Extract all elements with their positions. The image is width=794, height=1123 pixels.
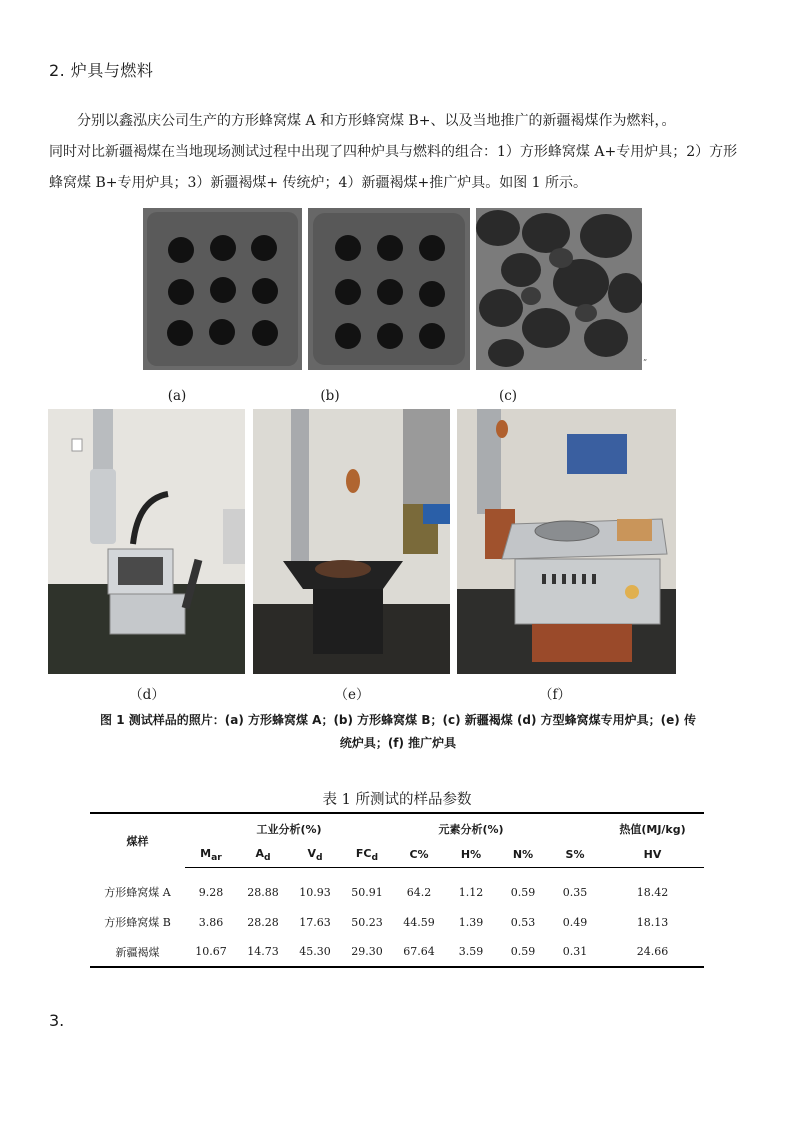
label-e: （e）	[334, 687, 370, 703]
cell-ad: 28.88	[247, 885, 279, 899]
cell-hv: 18.13	[636, 915, 669, 929]
cell-ad: 28.28	[247, 915, 279, 929]
sub-header-h: H%	[445, 843, 497, 867]
cell-s: 0.31	[549, 937, 601, 967]
cell-s: 0.49	[562, 915, 588, 929]
section-heading: 2. 炉具与燃料	[49, 61, 154, 80]
paragraph-continuation: 同时对比新疆褐煤在当地现场测试过程中出现了四种炉具与燃料的组合：1）方形蜂窝煤 A+专用炉具；2）方形蜂窝煤 B+专用炉具；3）新疆褐煤+ 传统炉；4）新疆褐煤+推广炉具。如图 1 所示。	[49, 144, 738, 191]
photo-stove-e	[253, 409, 450, 674]
sub-header-ad: $A_d$	[237, 843, 289, 867]
row-name: 新疆褐煤	[90, 937, 185, 967]
photo-briquette-a	[143, 208, 302, 370]
sub-header-s: S%	[549, 843, 601, 867]
cell-mar: 10.67	[185, 937, 237, 967]
row-name: 方形蜂窝煤 B	[104, 916, 171, 929]
label-a: (a)	[167, 388, 187, 404]
row-name: 方形蜂窝煤 A	[104, 886, 171, 899]
sub-header-vd: $V_d$	[289, 843, 341, 867]
cell-c: 44.59	[403, 915, 435, 929]
col-sample-header: 煤样	[90, 813, 185, 867]
paragraph-line-1: 分别以鑫泓庆公司生产的方形蜂窝煤 A 和方形蜂窝煤 B+、以及当地推广的新疆褐煤作为燃料，。	[77, 113, 676, 129]
cell-vd: 17.63	[299, 915, 331, 929]
label-b: (b)	[320, 388, 340, 404]
cell-n: 0.59	[497, 937, 549, 967]
cell-h: 3.59	[445, 937, 497, 967]
photo-lignite	[476, 208, 642, 370]
label-c: (c)	[498, 388, 518, 404]
sub-header-fcd: $FC_d$	[341, 843, 393, 867]
figure-caption-line-2: 统炉具；(f) 推广炉具	[339, 736, 457, 750]
cell-h: 1.12	[458, 885, 484, 899]
table-title: 表 1 所测试的样品参数	[322, 792, 472, 808]
cell-n: 0.59	[510, 885, 536, 899]
cell-hv: 18.42	[636, 885, 669, 899]
cell-mar: 3.86	[198, 915, 224, 929]
body-paragraph	[49, 106, 749, 199]
ultimate-group-header: 元素分析(%)	[393, 813, 549, 843]
cell-vd: 10.93	[299, 885, 331, 899]
cell-hv: 24.66	[601, 937, 704, 967]
cell-ad: 14.73	[237, 937, 289, 967]
cell-n: 0.53	[510, 915, 536, 929]
cell-c: 67.64	[393, 937, 445, 967]
table-row	[90, 937, 704, 967]
sample-parameters-table	[90, 812, 704, 968]
proximate-group-header: 工业分析(%)	[185, 813, 393, 843]
cell-s: 0.35	[562, 885, 588, 899]
cell-fcd: 50.23	[351, 915, 383, 929]
next-section-number: 3.	[49, 1011, 65, 1030]
sub-header-n: N%	[497, 843, 549, 867]
table-row	[90, 907, 704, 937]
cell-c: 64.2	[406, 885, 432, 899]
figure-caption	[48, 709, 748, 755]
label-d: （d）	[129, 687, 165, 703]
cell-fcd: 29.30	[341, 937, 393, 967]
table-row	[90, 877, 704, 907]
cell-fcd: 50.91	[351, 885, 383, 899]
sub-header-hv: HV	[601, 843, 704, 867]
stray-mark: ”	[643, 358, 648, 367]
photo-stove-d	[48, 409, 245, 674]
cell-h: 1.39	[458, 915, 484, 929]
label-f: （f）	[539, 687, 571, 703]
cell-vd: 45.30	[289, 937, 341, 967]
figure-caption-line-1: 图 1 测试样品的照片：(a) 方形蜂窝煤 A；(b) 方形蜂窝煤 B；(c) 新疆褐煤 (d) 方型蜂窝煤专用炉具；(e) 传	[100, 713, 696, 727]
heat-group-header: 热值(MJ/kg)	[601, 813, 704, 843]
sub-header-c: C%	[393, 843, 445, 867]
photo-stove-f	[457, 409, 676, 674]
sub-header-mar: $M_{ar}$	[185, 843, 237, 867]
photo-briquette-b	[308, 208, 470, 370]
cell-mar: 9.28	[198, 885, 224, 899]
